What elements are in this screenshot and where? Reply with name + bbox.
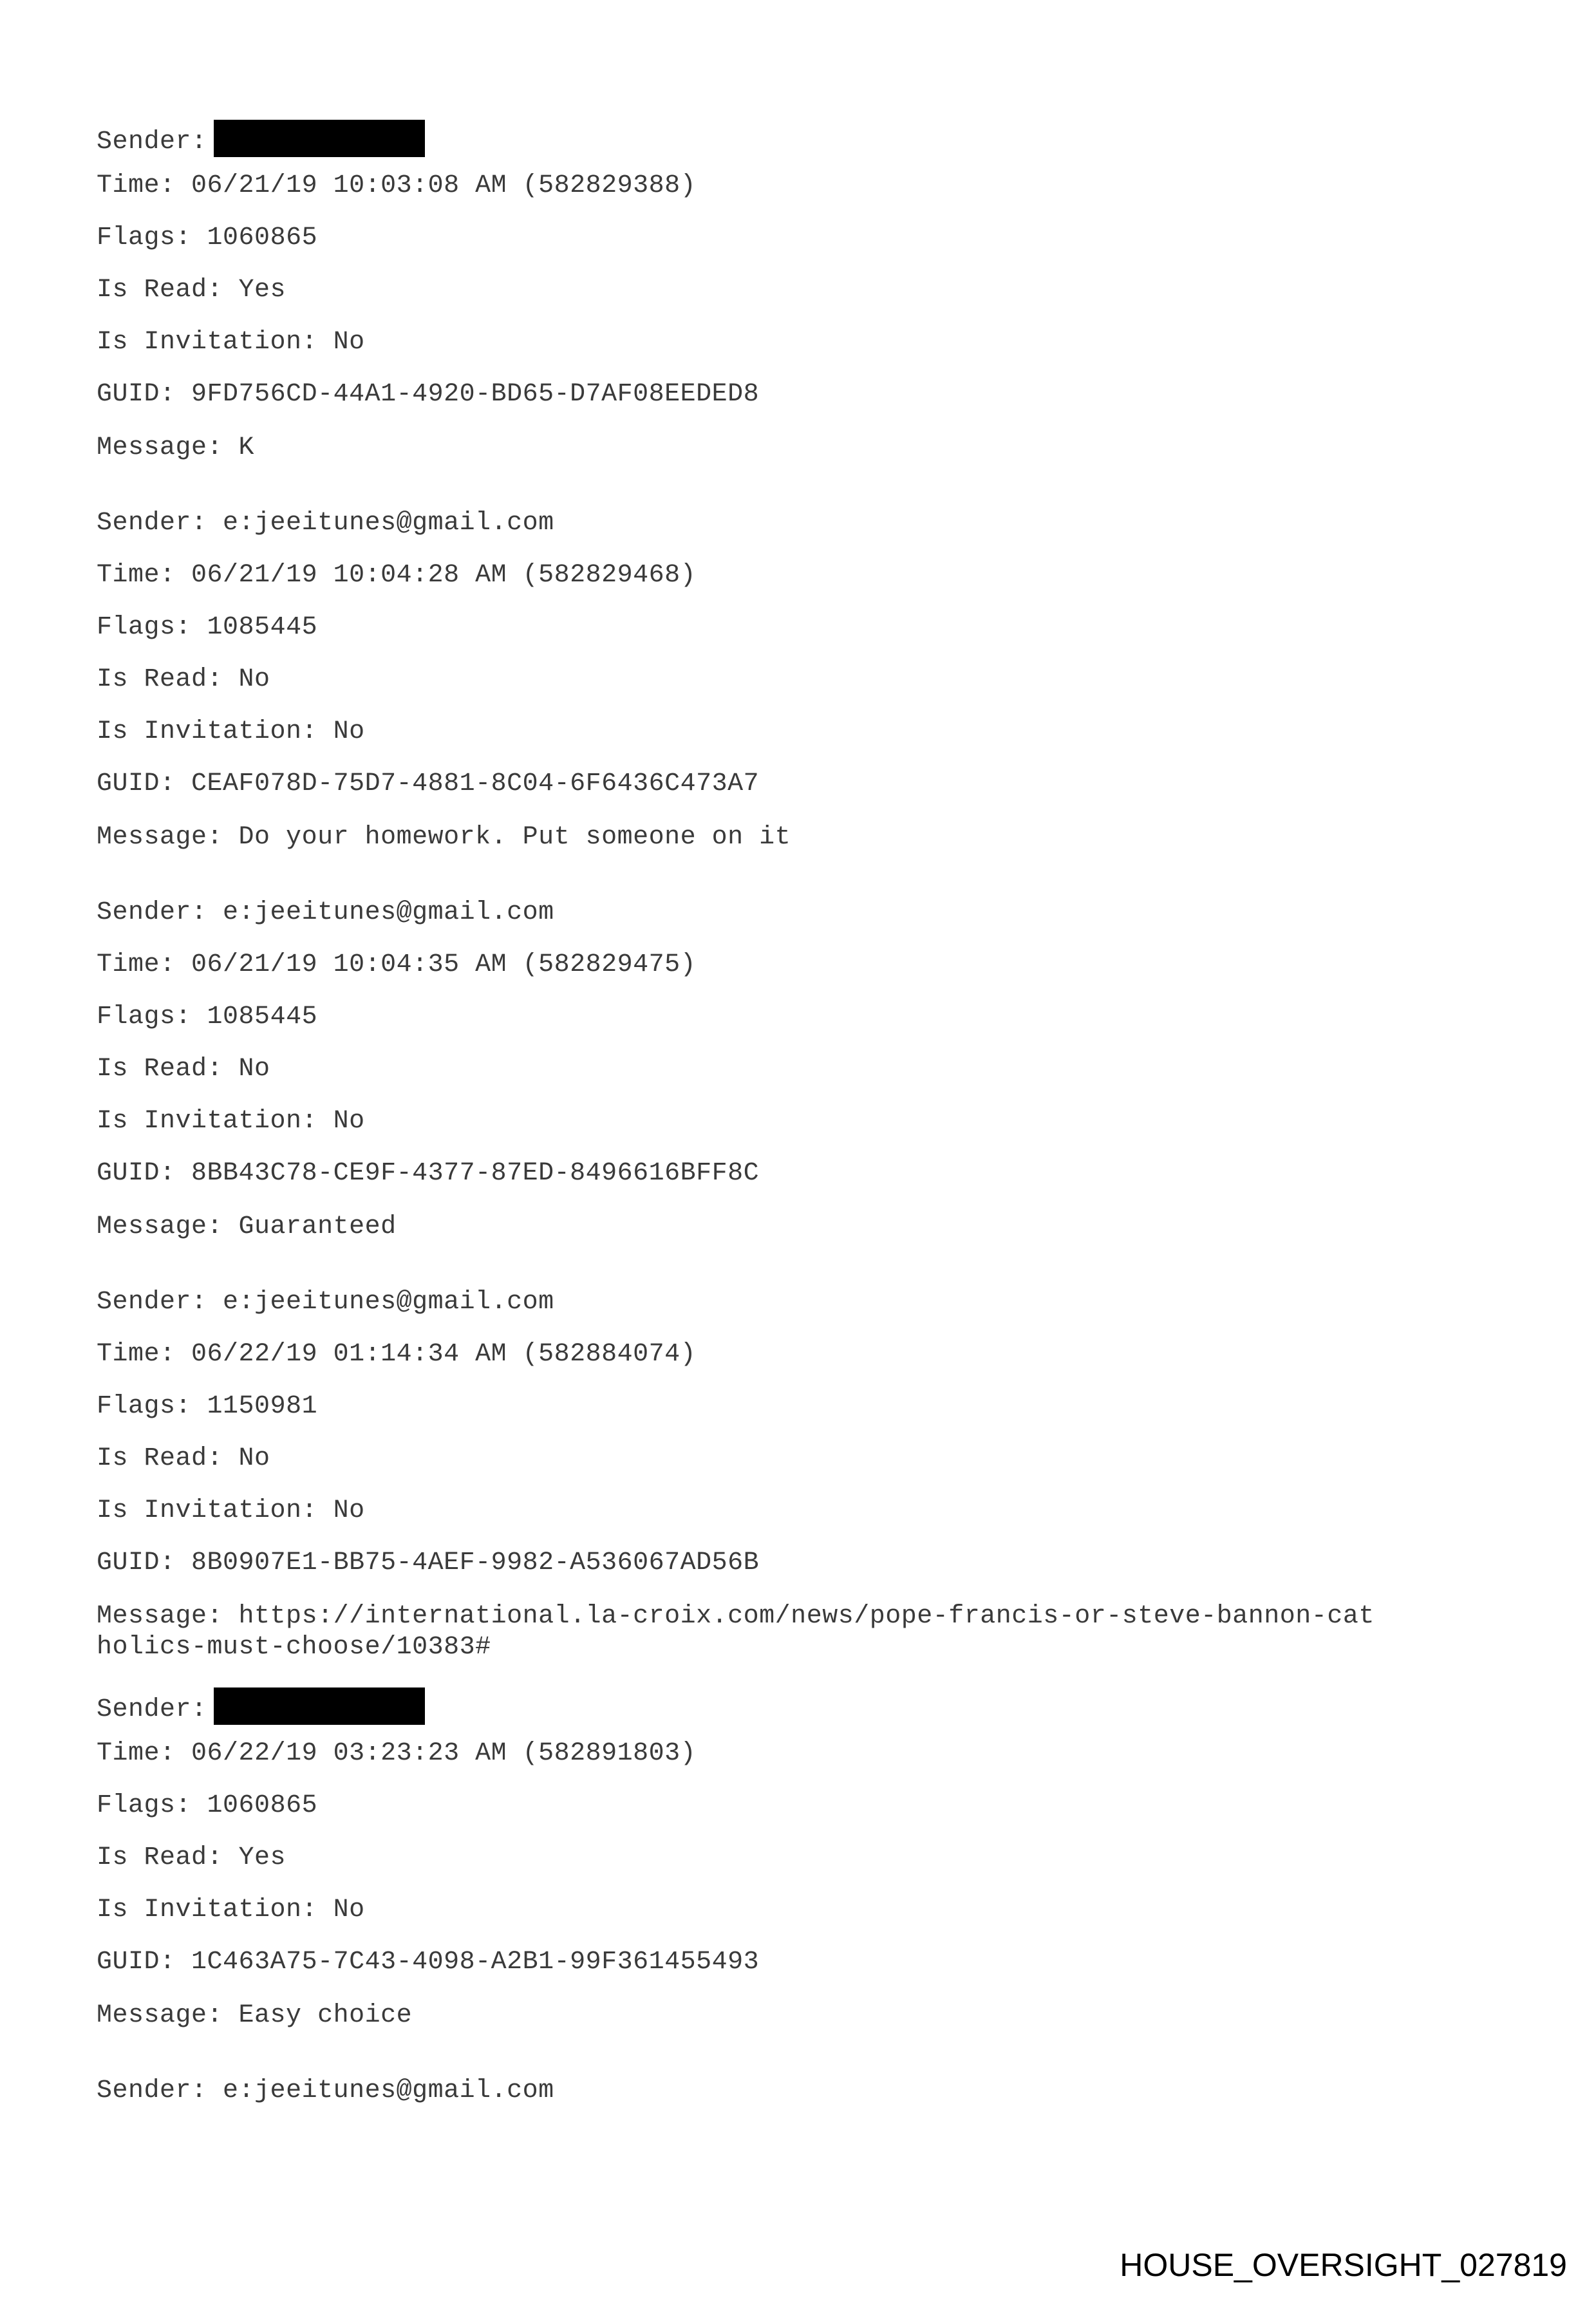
flags-value: 1060865 (207, 1791, 318, 1820)
message-label: Message: (97, 1602, 223, 1631)
message-line (97, 433, 1384, 485)
is-invitation-value: No (333, 1107, 365, 1136)
message-record (97, 899, 1545, 1264)
guid-value: 8BB43C78-CE9F-4377-87ED-8496616BFF8C (191, 1159, 760, 1188)
guid-line (97, 1549, 1545, 1601)
sender-value: e:jeeitunes@gmail.com (223, 1288, 554, 1317)
sender-value: e:jeeitunes@gmail.com (223, 509, 554, 538)
is-read-line (97, 666, 1545, 718)
is-invitation-value: No (333, 1895, 365, 1924)
is-read-value: Yes (238, 1843, 286, 1872)
is-read-line (97, 1445, 1545, 1497)
message-line (97, 822, 1384, 874)
message-line (97, 1212, 1384, 1264)
is-invitation-value: No (333, 1496, 365, 1525)
message-label: Message: (97, 2001, 223, 2030)
sender-line (97, 120, 1545, 172)
is-read-label: Is Read: (97, 1055, 223, 1084)
flags-value: 1150981 (207, 1392, 318, 1421)
flags-line (97, 1792, 1545, 1844)
flags-line (97, 1003, 1545, 1055)
message-label: Message: (97, 1212, 223, 1241)
sender-line (97, 1687, 1545, 1740)
flags-label: Flags: (97, 223, 192, 252)
is-invitation-label: Is Invitation: (97, 1496, 318, 1525)
flags-line (97, 1393, 1545, 1445)
message-link: https://international.la-croix.com/news/pope-francis-or-steve-bannon-catholics-must-choose/10383# (97, 1602, 1375, 1662)
is-invitation-value: No (333, 328, 365, 357)
time-value: 06/22/19 03:23:23 AM (582891803) (191, 1739, 697, 1768)
guid-value: CEAF078D-75D7-4881-8C04-6F6436C473A7 (191, 769, 760, 798)
is-invitation-value: No (333, 717, 365, 746)
flags-value: 1085445 (207, 613, 318, 642)
is-invitation-label: Is Invitation: (97, 1107, 318, 1136)
message-log (97, 120, 1545, 2154)
sender-line (97, 1288, 1545, 1340)
guid-label: GUID: (97, 380, 176, 409)
time-label: Time: (97, 561, 176, 590)
guid-line (97, 381, 1545, 433)
time-label: Time: (97, 1340, 176, 1369)
guid-value: 9FD756CD-44A1-4920-BD65-D7AF08EEDED8 (191, 380, 760, 409)
is-read-label: Is Read: (97, 665, 223, 694)
message-record-partial (97, 2077, 1545, 2129)
is-read-value: No (238, 1055, 270, 1084)
guid-label: GUID: (97, 1159, 176, 1188)
is-read-label: Is Read: (97, 1444, 223, 1473)
time-value: 06/21/19 10:04:28 AM (582829468) (191, 561, 697, 590)
sender-line (97, 2077, 1545, 2129)
time-value: 06/21/19 10:03:08 AM (582829388) (191, 171, 697, 200)
time-line (97, 951, 1545, 1003)
message-record (97, 1288, 1545, 1663)
sender-line (97, 509, 1545, 561)
is-invitation-line (97, 1497, 1545, 1549)
is-read-line (97, 1844, 1545, 1896)
is-invitation-label: Is Invitation: (97, 1895, 318, 1924)
flags-value: 1085445 (207, 1002, 318, 1031)
is-read-line (97, 1055, 1545, 1107)
sender-label: Sender: (97, 898, 207, 927)
time-value: 06/22/19 01:14:34 AM (582884074) (191, 1340, 697, 1369)
guid-value: 1C463A75-7C43-4098-A2B1-99F361455493 (191, 1948, 760, 1977)
guid-label: GUID: (97, 769, 176, 798)
message-value: Easy choice (238, 2001, 413, 2030)
flags-value: 1060865 (207, 223, 318, 252)
time-line (97, 1740, 1545, 1792)
is-read-label: Is Read: (97, 1843, 223, 1872)
is-read-label: Is Read: (97, 276, 223, 305)
is-read-value: Yes (238, 276, 286, 305)
is-read-line (97, 276, 1545, 328)
time-line (97, 1340, 1545, 1393)
is-read-value: No (238, 665, 270, 694)
time-line (97, 561, 1545, 614)
message-record (97, 1687, 1545, 2053)
redaction-box (214, 120, 425, 157)
message-line (97, 1601, 1384, 1663)
redaction-box (214, 1687, 425, 1725)
flags-line (97, 614, 1545, 666)
sender-label: Sender: (97, 509, 207, 538)
is-invitation-line (97, 1107, 1545, 1160)
sender-label: Sender: (97, 2076, 207, 2105)
guid-label: GUID: (97, 1948, 176, 1977)
message-line (97, 2000, 1384, 2053)
is-invitation-line (97, 1896, 1545, 1948)
is-read-value: No (238, 1444, 270, 1473)
bates-number: HOUSE_OVERSIGHT_027819 (1120, 2247, 1567, 2283)
message-record (97, 509, 1545, 874)
flags-label: Flags: (97, 1392, 192, 1421)
time-value: 06/21/19 10:04:35 AM (582829475) (191, 950, 697, 979)
is-invitation-line (97, 718, 1545, 770)
flags-label: Flags: (97, 1791, 192, 1820)
message-value: Guaranteed (238, 1212, 397, 1241)
flags-label: Flags: (97, 1002, 192, 1031)
is-invitation-line (97, 328, 1545, 381)
message-label: Message: (97, 823, 223, 852)
time-label: Time: (97, 171, 176, 200)
sender-value: e:jeeitunes@gmail.com (223, 898, 554, 927)
flags-label: Flags: (97, 613, 192, 642)
guid-value: 8B0907E1-BB75-4AEF-9982-A536067AD56B (191, 1548, 760, 1577)
sender-label: Sender: (97, 1288, 207, 1317)
time-label: Time: (97, 1739, 176, 1768)
message-label: Message: (97, 433, 223, 462)
is-invitation-label: Is Invitation: (97, 328, 318, 357)
time-label: Time: (97, 950, 176, 979)
guid-line (97, 1160, 1545, 1212)
time-line (97, 172, 1545, 224)
sender-label: Sender: (97, 1695, 207, 1724)
message-value: K (238, 433, 255, 462)
sender-value: e:jeeitunes@gmail.com (223, 2076, 554, 2105)
message-record (97, 120, 1545, 485)
guid-line (97, 1948, 1545, 2000)
sender-line (97, 899, 1545, 951)
flags-line (97, 224, 1545, 276)
message-value: Do your homework. Put someone on it (238, 823, 791, 852)
guid-line (97, 770, 1545, 822)
sender-label: Sender: (97, 127, 207, 156)
guid-label: GUID: (97, 1548, 176, 1577)
is-invitation-label: Is Invitation: (97, 717, 318, 746)
